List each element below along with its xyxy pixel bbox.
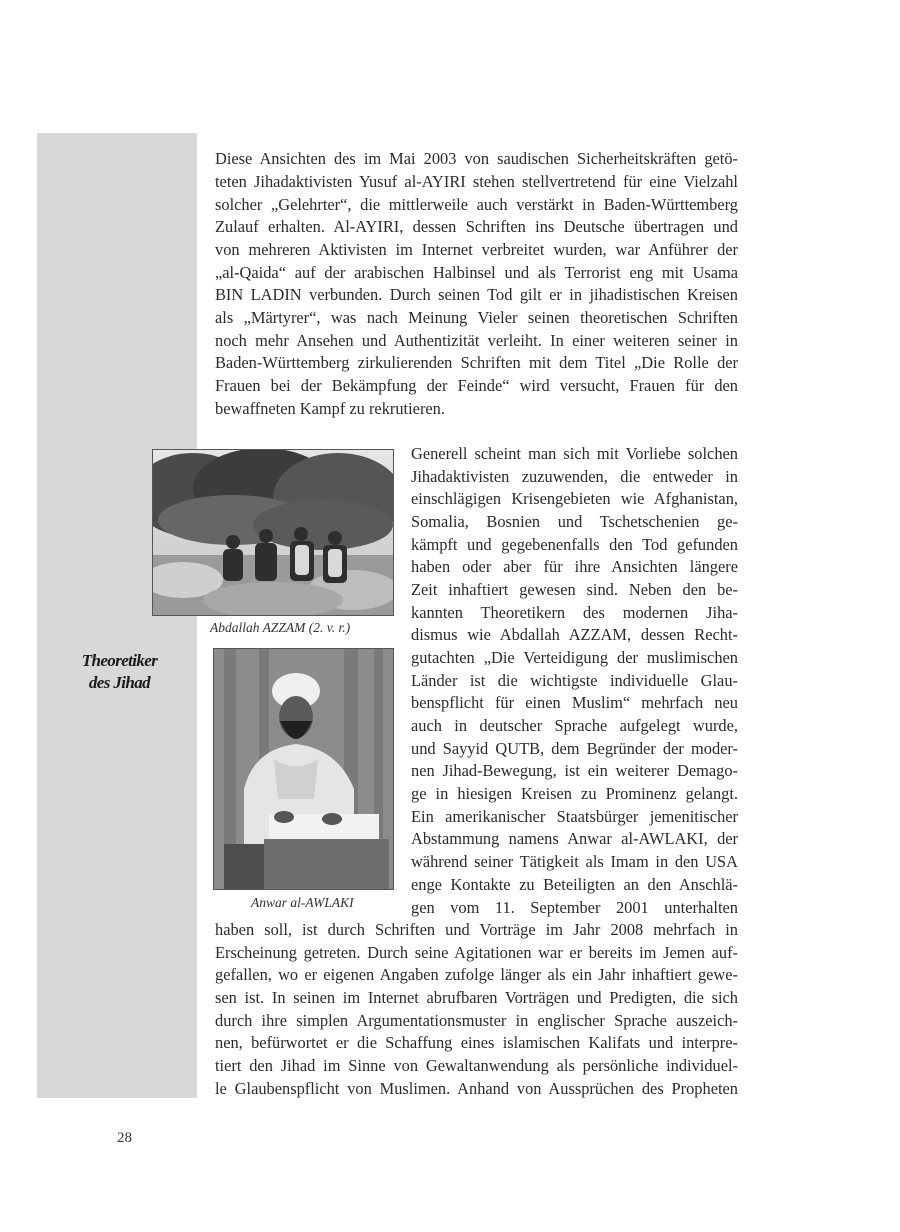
text-line: noch mehr Ansehen und Authentizität verleiht. In einer weiteren seiner in (215, 331, 738, 350)
margin-heading (37, 650, 202, 694)
text-line: haben oder aber für ihre Ansichten längere (411, 557, 738, 576)
text-line: kämpft und gegebenenfalls den Tod gefunden (411, 535, 738, 554)
text-line: teten Jihadaktivisten Yusuf al-AYIRI stehen stellvertretend für eine Vielzahl (215, 172, 738, 191)
text-line: während seiner Tätigkeit als Imam in den USA (411, 852, 738, 871)
azzam-photo (152, 449, 394, 616)
text-line: kannten Theoretikern des modernen Jiha- (411, 603, 738, 622)
text-line: von mehreren Aktivisten im Internet verbreitet wurden, war Anführer der (215, 240, 738, 259)
text-line: bewaffneten Kampf zu rekrutieren. (215, 399, 445, 418)
text-line: Somalia, Bosnien und Tschetschenien ge- (411, 512, 738, 531)
text-line: einschlägigen Krisengebieten wie Afghanistan, (411, 489, 738, 508)
text-line: Frauen bei der Bekämpfung der Feinde“ wird versucht, Frauen für den (215, 376, 738, 395)
text-line: Abstammung namens Anwar al-AWLAKI, der (411, 829, 738, 848)
text-line: solcher „Gelehrter“, die mittlerweile auch verstärkt in Baden-Württemberg (215, 195, 738, 214)
text-line: nen Jihad-Bewegung, ist ein weiterer Demago- (411, 761, 738, 780)
text-line: gen vom 11. September 2001 unterhalten (411, 898, 738, 917)
margin-heading-line-1: Theoretiker (81, 651, 158, 670)
text-line: Länder ist die wichtigste individuelle Glau- (411, 671, 738, 690)
text-line: benspflicht für einen Muslim“ mehrfach neu (411, 693, 738, 712)
text-line: ge in hiesigen Kreisen zu Prominenz gelangt. (411, 784, 738, 803)
text-line: le Glaubenspflicht von Muslimen. Anhand von Aussprüchen des Propheten (215, 1079, 738, 1098)
text-line: enge Kontakte zu Beteiligten an den Anschlä- (411, 875, 738, 894)
text-line: Zulauf erhalten. Al-AYIRI, dessen Schriften ins Deutsche übertragen und (215, 217, 738, 236)
text-line: haben soll, ist durch Schriften und Vorträge im Jahr 2008 mehrfach in (215, 920, 738, 939)
text-line: sen ist. In seinen im Internet abrufbaren Vorträgen und Predigten, die sich (215, 988, 738, 1007)
text-line: Zeit inhaftiert gewesen sind. Neben den be- (411, 580, 738, 599)
text-line: dismus wie Abdallah AZZAM, dessen Recht- (411, 625, 738, 644)
text-line: Generell scheint man sich mit Vorliebe solchen (411, 444, 738, 463)
text-line: Diese Ansichten des im Mai 2003 von saudischen Sicherheitskräften getö- (215, 149, 738, 168)
text-line: Ein amerikanischer Staatsbürger jemenitischer (411, 807, 738, 826)
text-line: auch in deutscher Sprache aufgelegt wurde, (411, 716, 738, 735)
text-line: durch ihre simplen Argumentationsmuster in englischer Sprache auszeich- (215, 1011, 738, 1030)
text-line: tiert den Jihad im Sinne von Gewaltanwendung als persönliche individuel- (215, 1056, 738, 1075)
text-line: und Sayyid QUTB, dem Begründer der moder- (411, 739, 738, 758)
text-line: gefallen, wo er eigenen Angaben zufolge länger als ein Jahr inhaftiert gewe- (215, 965, 738, 984)
text-line: Jihadaktivisten zuzuwenden, die entweder in (411, 467, 738, 486)
page-number: 28 (117, 1130, 132, 1146)
text-line: als „Märtyrer“, was nach Meinung Vieler seinen theoretischen Schriften (215, 308, 738, 327)
text-line: Erscheinung getreten. Durch seine Agitationen war er bereits im Jemen auf- (215, 943, 738, 962)
text-line: Baden-Württemberg zirkulierenden Schriften mit dem Titel „Die Rolle der (215, 353, 738, 372)
awlaki-photo (213, 648, 394, 890)
text-line: „al-Qaida“ auf der arabischen Halbinsel und als Terrorist eng mit Usama (215, 263, 738, 282)
text-line: nen, befürwortet er die Schaffung eines islamischen Kalifats und interpre- (215, 1033, 738, 1052)
awlaki-caption: Anwar al-AWLAKI (251, 895, 354, 910)
text-line: gutachten „Die Verteidigung der muslimischen (411, 648, 738, 667)
azzam-caption: Abdallah AZZAM (2. v. r.) (210, 620, 351, 635)
margin-heading-line-2: des Jihad (88, 673, 151, 692)
text-line: BIN LADIN verbunden. Durch seinen Tod gilt er in jihadistischen Kreisen (215, 285, 738, 304)
